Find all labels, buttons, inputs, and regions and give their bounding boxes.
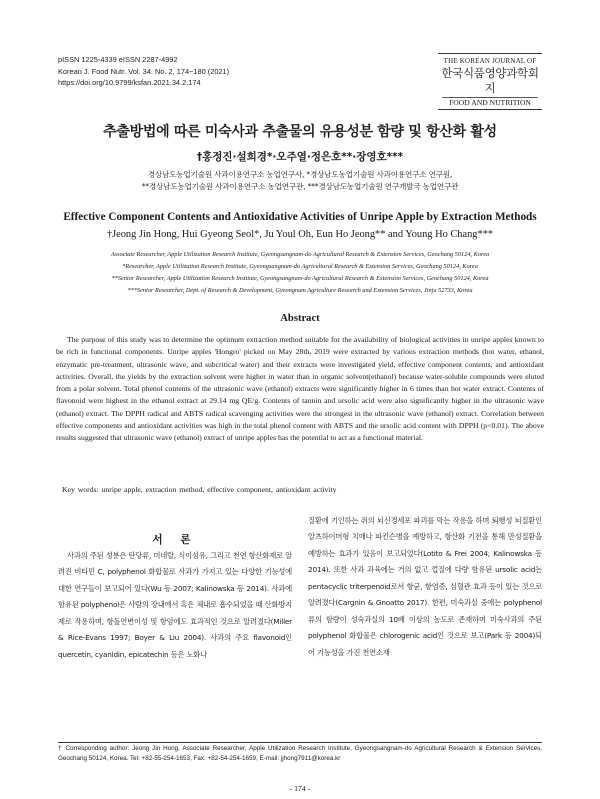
citation-line: Korean J. Food Nutr. Vol. 34. No. 2, 174~180 (2021)	[58, 66, 230, 76]
paper-title-english: Effective Component Contents and Antioxidative Activities of Unripe Apple by Extraction Methods	[63, 211, 537, 223]
journal-logo-box	[438, 53, 542, 110]
abstract-text: The purpose of this study was to determine the optimum extraction method suitable for the availability of biological activities in unripe apples known to be rich in functional components. Unripe apples 'Hongro' picked on May 28th, 2019 were extracted by various extraction methods (hot water, ethanol, enzymatic pre-treatment, ultrasonic wave, and subcritical water) and their extracts were investigated yield, effective component contents, and antioxidant activities. Overall, the yields by the extraction solvent were higher in water than in organic solvent(ethanol) because water-soluble compounds were eluted from a polar solvent. Total phenol contents of the ultrasonic wave (ethanol) extracts were significantly higher in 6 times than hot water extract. Contents of flavonoid were highest in the ethanol extract at 29.14 mg QE/g. Contents of tannin and ursolic acid were also significantly higher in the ultrasonic wave (ethanol) extract. The DPPH radical and ABTS radical scavenging activities were the strongest in the ultrasonic wave (ethanol) extract. Correlation between effective components and antioxidant activities was high in the total phenol content with ABTS and the ursolic acid content with DPPH (p<0.01). The above results suggested that ultrasonic wave (ethanol) extract of unripe apples has the potential to act as a functional material.	[56, 335, 544, 443]
authors-english: †Jeong Jin Hong, Hui Gyeong Seol*, Ju Youl Oh, Eun Ho Jeong** and Young Ho Chang***	[106, 229, 494, 240]
journal-name-kr: 한국식품영양과학회지	[441, 66, 539, 95]
page-number: - 174 -	[289, 784, 311, 793]
authors-korean: †홍정진·설희경*·오주열·정은호**·장영호***	[196, 151, 404, 163]
journal-name-en-top: THE KOREAN JOURNAL OF	[443, 57, 537, 65]
section-heading-introduction: 서 론	[152, 534, 198, 546]
abstract-heading: Abstract	[280, 313, 320, 324]
affiliation-english-line: ***Senior Researcher, Dept. of Research & Development, Gyeongnam Agriculture Research and Extension Services, Jinju 52733, Korea	[127, 287, 473, 294]
affiliation-korean-line: 경상남도농업기술원 사과이용연구소 농업연구사, *경상남도농업기술원 사과이용연구소 연구원,	[147, 170, 453, 179]
footnote-divider	[58, 742, 542, 743]
corresponding-author-footnote: † Corresponding author: Jeong Jin Hong, Associate Researcher, Apple Utilization Research Institute, Gyeongsangnam-do Agricultural Research & Extension Services, Geochang 50124, Korea. Tel: +82-55-254-1653, Fax: +82-54-254-1659, E-mail: jjhong7911@korea.kr	[58, 745, 542, 762]
affiliation-english-line: *Researcher, Apple Utilization Research Institute, Gyeongsangnam-do Agricultural Research & Extension Services, Geochang 50124, Korea	[122, 263, 478, 270]
journal-name-en-bottom: FOOD AND NUTRITION	[442, 97, 538, 108]
affiliation-english-line: Associate Researcher, Apple Utilization Research Institute, Gyeongsangnam-do Agricultural Research & Extension Services, Geochang 50124, Korea	[110, 251, 490, 258]
intro-left-column: 사과의 주된 성분은 탄당류, 미네랄, 식이섬유, 그리고 천연 항산화제로 알려진 비타민 C, polyphenol 화합물로 사과가 가지고 있는 다양한 기능성에 대한 연구들이 보고되어 있다(Wu 등 2007; Kalinowska 등 2014). 사과에 함유된 polyphenol은 사람의 장내에서 혹은 체내로 흡수되었을 때 산화방지제로 작용하며, 항돌연변이성 및 항암에도 효과적인 것으로 알려졌다(Miller & Rice-Evans 1997; Boyer & Liu 2004). 사과의 주요 flavonoid인 quercetin, cyanidin, epicatechin 등은 노화나	[58, 551, 292, 659]
affiliation-korean-line: **경상남도농업기술원 사과이용연구소 농업연구관, ***경상남도농업기술원 연구개발국 농업연구관	[141, 182, 459, 191]
publication-meta	[58, 54, 229, 89]
keywords-line: Key words: unripe apple, extraction method, effective component, antioxidant activity	[62, 485, 337, 494]
intro-right-column: 질환에 기인하는 쥐의 뇌신경세포 파괴를 막는 작용을 하며 퇴행성 뇌질환인 알츠하이머형 치매나 파킨슨병을 예방하고, 항산화 기전을 통해 만성질환을 예방하는 효과가 있음이 보고되었다(Lotito & Frei 2004; Kalinowska 등 2014). 또한 사과 과육에는 거의 없고 껍질에 다량 함유된 ursolic acid는 pentacyclic triterpenoid로서 항균, 항염증, 심혈관 효과 등이 있는 것으로 알려졌다(Cargnin & Gnoatto 2017). 한편, 미숙과실 중에는 polyphenol류의 함량이 성숙과실의 10배 이상의 농도로 존재하며 미숙사과의 주된 polyphenol 화합물은 chlorogenic acid인 것으로 보고(Park 등 2004)되어 기능성을 가진 천연소재	[308, 516, 542, 657]
paper-title-korean: 추출방법에 따른 미숙사과 추출물의 유용성분 함량 및 항산화 활성	[103, 124, 497, 140]
issn-line: pISSN 1225-4339 eISSN 2287-4992	[58, 55, 178, 64]
affiliation-english-line: **Senior Researcher, Apple Utilization Research Institute, Gyeongsangnam-do Agricultural Research & Extension Services, Geochang 50124, Korea	[111, 275, 489, 282]
doi-link[interactable]: https://doi.org/10.9799/ksfan.2021.34.2.174	[58, 78, 201, 87]
